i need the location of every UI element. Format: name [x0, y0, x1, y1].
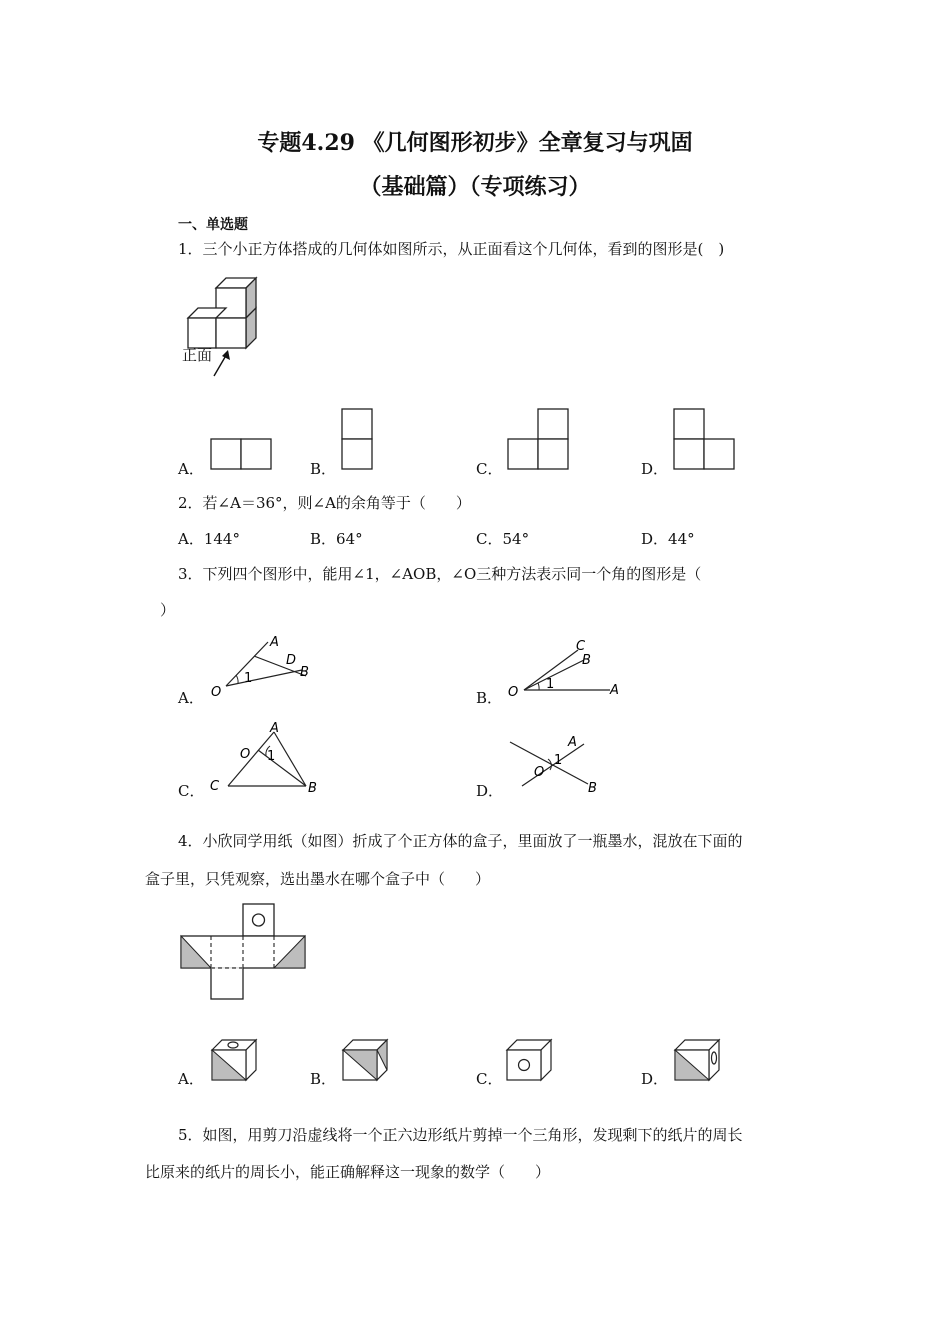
question-3-text-cont: ）: [160, 601, 176, 619]
front-view-label: 正面: [182, 346, 213, 364]
q3-option-c-figure: [208, 720, 320, 796]
q1-option-b-figure: [341, 407, 375, 471]
svg-text:B: B: [308, 781, 317, 796]
svg-text:O: O: [508, 685, 519, 700]
q3-option-a-figure: [208, 634, 318, 704]
question-4-text-cont: 盒子里，只凭观察，选出墨水在哪个盒子中（ ）: [145, 870, 491, 888]
question-5-text-cont: 比原来的纸片的周长小，能正确解释这一现象的数学（ ）: [145, 1163, 551, 1181]
q2-option-a[interactable]: A．144°: [178, 530, 240, 548]
q3-option-d-figure: [506, 734, 606, 796]
q1-option-d[interactable]: D．: [641, 460, 669, 478]
q1-option-c[interactable]: C．: [476, 460, 503, 478]
q2-option-b[interactable]: B．64°: [310, 530, 363, 548]
svg-text:O: O: [240, 747, 251, 762]
q1-option-d-figure: [673, 407, 737, 471]
svg-text:C: C: [210, 779, 220, 794]
svg-text:C: C: [576, 639, 586, 654]
q3-option-d[interactable]: D．: [476, 782, 504, 800]
question-1-text: 1．三个小正方体搭成的几何体如图所示，从正面看这个几何体，看到的图形是( ): [178, 240, 725, 258]
question-5-text: 5．如图，用剪刀沿虚线将一个正六边形纸片剪掉一个三角形，发现剩下的纸片的周长: [178, 1126, 743, 1144]
q1-option-c-figure: [507, 407, 571, 471]
page-subtitle: （基础篇）（专项练习）: [359, 174, 591, 200]
q4-option-b[interactable]: B．: [310, 1070, 337, 1088]
question-2-text: 2．若∠A＝36°，则∠A的余角等于（ ）: [178, 494, 471, 512]
svg-text:A: A: [610, 683, 619, 698]
q4-option-c[interactable]: C．: [476, 1070, 503, 1088]
q1-option-b[interactable]: B．: [310, 460, 337, 478]
q3-option-b[interactable]: B．: [476, 689, 503, 707]
q4-option-d[interactable]: D．: [641, 1070, 669, 1088]
section-heading: 一、单选题: [178, 217, 248, 233]
q4-option-c-cube: [505, 1038, 555, 1084]
svg-text:1: 1: [546, 677, 555, 692]
svg-text:A: A: [270, 721, 279, 736]
svg-text:B: B: [300, 665, 309, 680]
svg-text:D: D: [286, 653, 297, 668]
q2-option-c[interactable]: C．54°: [476, 530, 530, 548]
q3-option-c[interactable]: C．: [178, 782, 205, 800]
question-3-text: 3．下列四个图形中，能用∠1，∠AOB，∠O三种方法表示同一个角的图形是（: [178, 565, 702, 583]
svg-text:O: O: [534, 765, 545, 780]
q4-option-a-cube: [210, 1038, 260, 1084]
svg-text:A: A: [270, 635, 279, 650]
q4-option-a[interactable]: A．: [178, 1070, 204, 1088]
q4-option-d-cube: [673, 1038, 723, 1084]
q3-option-b-figure: [506, 636, 626, 702]
svg-text:O: O: [211, 685, 222, 700]
page-title: 专题4.29 《几何图形初步》全章复习与巩固: [257, 130, 693, 156]
q4-cube-net-figure: [180, 903, 310, 1001]
svg-text:1: 1: [554, 753, 563, 768]
svg-text:1: 1: [267, 749, 276, 764]
svg-text:B: B: [582, 653, 591, 668]
svg-text:1: 1: [244, 671, 253, 686]
question-4-text: 4．小欣同学用纸（如图）折成了个正方体的盒子，里面放了一瓶墨水，混放在下面的: [178, 832, 743, 850]
svg-text:B: B: [588, 781, 597, 796]
q4-option-b-cube: [341, 1038, 391, 1084]
q3-option-a[interactable]: A．: [178, 689, 204, 707]
svg-text:A: A: [568, 735, 577, 750]
q2-option-d[interactable]: D．44°: [641, 530, 695, 548]
q1-option-a[interactable]: A．: [178, 460, 204, 478]
q1-option-a-figure: [210, 437, 274, 471]
